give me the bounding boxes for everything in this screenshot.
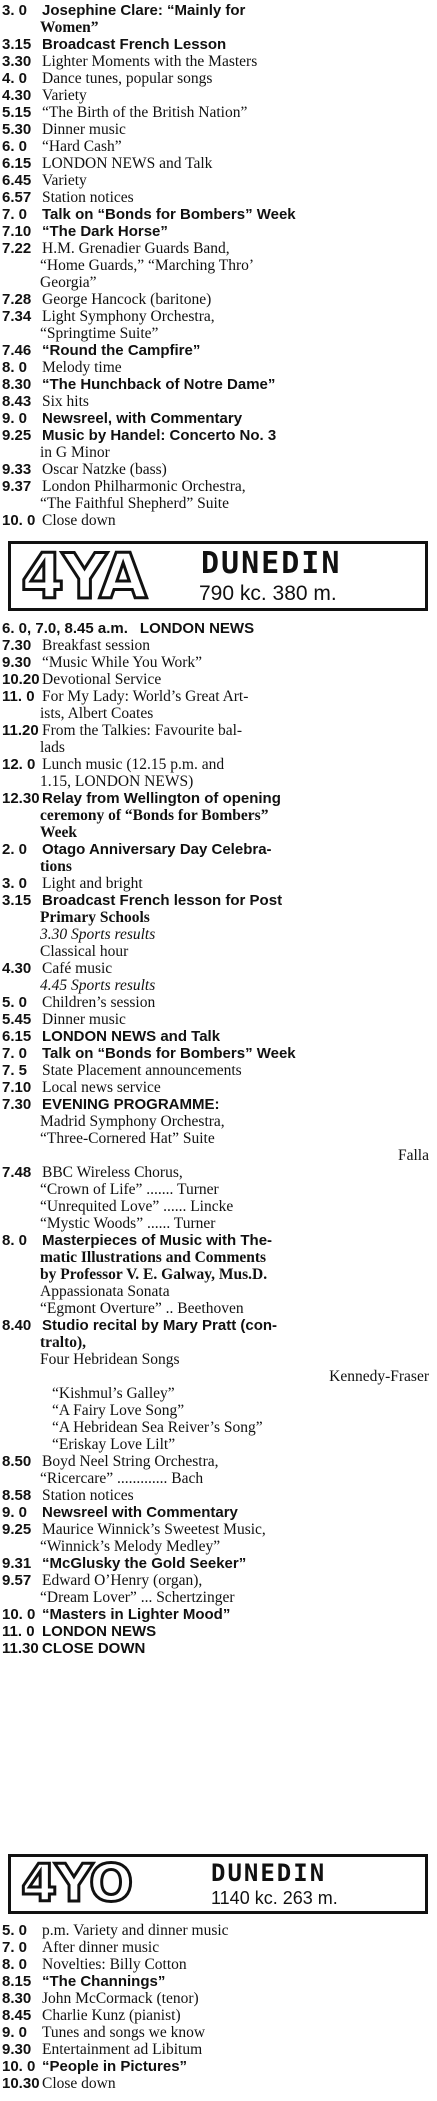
programme-title: “Round the Campfire” (42, 342, 201, 359)
programme-row (0, 620, 437, 637)
programme-title: Maurice Winnick’s Sweetest Music, (42, 1521, 266, 1538)
programme-row (0, 1487, 437, 1504)
programme-title: Station notices (42, 1487, 134, 1504)
programme-row (0, 1164, 437, 1181)
freq-4ya: 790 kc. 380 m. (199, 582, 337, 605)
programme-title: Dinner music (42, 1011, 126, 1028)
programme-continuation: 4.45 Sports results (40, 977, 156, 994)
callsign-4ya: 4YA (21, 540, 146, 613)
programme-continuation: tralto), (40, 1334, 87, 1351)
programme-continuation: “Eriskay Love Lilt” (52, 1436, 176, 1453)
programme-title: Broadcast French Lesson (42, 36, 227, 53)
programme-row (0, 1990, 437, 2007)
programme-continuation: Primary Schools (40, 909, 150, 926)
programme-time: 9. 0 (2, 2024, 28, 2041)
programme-time: 7.10 (2, 1079, 32, 1096)
programme-time: 9.25 (2, 427, 32, 444)
programme-time: 10.20 (2, 671, 40, 688)
programme-time: 10. 0 (2, 1606, 36, 1623)
programme-continuation: by Professor V. E. Galway, Mus.D. (40, 1266, 268, 1283)
programme-row (0, 376, 437, 393)
programme-continuation: “Three-Cornered Hat” Suite (40, 1130, 215, 1147)
programme-time: 8.15 (2, 1973, 32, 1990)
programme-title: LONDON NEWS and Talk (42, 1028, 221, 1045)
programme-row (0, 1317, 437, 1334)
programme-row (0, 1973, 437, 1990)
programme-title: “Hard Cash” (42, 138, 122, 155)
programme-row (0, 654, 437, 671)
programme-time: 8.43 (2, 393, 32, 410)
programme-time: 6. 0, 7.0, 8.45 a.m. (2, 620, 128, 637)
programme-row (0, 1096, 437, 1113)
programme-title: Otago Anniversary Day Celebra- (42, 841, 272, 858)
city-4yo: DUNEDIN (211, 1859, 327, 1887)
programme-row (0, 756, 437, 773)
programme-row (0, 189, 437, 206)
section-earlier-station (0, 2, 437, 529)
programme-row (0, 461, 437, 478)
programme-continuation: Madrid Symphony Orchestra, (40, 1113, 225, 1130)
programme-time: 11.20 (2, 722, 39, 739)
programme-time: 5.15 (2, 104, 32, 121)
freq-4yo: 1140 kc. 263 m. (211, 1888, 338, 1908)
programme-time: 8. 0 (2, 1956, 28, 1973)
programme-continuation: 1.15, LONDON NEWS) (40, 773, 194, 790)
programme-row (0, 393, 437, 410)
programme-title: Close down (42, 2075, 116, 2092)
programme-continuation: ists, Albert Coates (40, 705, 154, 722)
programme-time: 8.40 (2, 1317, 32, 1334)
programme-title: Children’s session (42, 994, 156, 1011)
programme-title: From the Talkies: Favourite bal- (42, 722, 243, 739)
programme-continuation: ceremony of “Bonds for Bombers” (40, 807, 269, 824)
programme-time: 7.30 (2, 637, 32, 654)
programme-time: 3.30 (2, 53, 32, 70)
programme-time: 6.15 (2, 1028, 32, 1045)
programme-row (0, 688, 437, 705)
programme-row (0, 138, 437, 155)
programme-time: 8. 0 (2, 1232, 28, 1249)
programme-continuation: “Kishmul’s Galley” (52, 1385, 175, 1402)
programme-row (0, 1062, 437, 1079)
programme-time: 11.30 (2, 1640, 39, 1657)
programme-title: “Music While You Work” (42, 654, 203, 671)
programme-continuation: “A Hebridean Sea Reiver’s Song” (52, 1419, 263, 1436)
programme-row (0, 1623, 437, 1640)
programme-title: State Placement announcements (42, 1062, 242, 1079)
programme-title: Café music (42, 960, 113, 977)
programme-row (0, 2058, 437, 2075)
programme-row (0, 2007, 437, 2024)
programme-title: “The Dark Horse” (42, 223, 168, 240)
programme-time: 7.30 (2, 1096, 32, 1113)
masthead-4ya (8, 541, 428, 611)
programme-continuation: “Ricercare” ............. Bach (40, 1470, 204, 1487)
programme-continuation: tions (40, 858, 72, 875)
composer-credit: Kennedy-Fraser (329, 1368, 429, 1385)
programme-title: Talk on “Bonds for Bombers” Week (42, 1045, 296, 1062)
programme-title: “The Channings” (42, 1973, 166, 1990)
programme-title: Tunes and songs we know (42, 2024, 206, 2041)
programme-time: 4.30 (2, 87, 32, 104)
programme-title: Light and bright (42, 875, 143, 892)
programme-title: “The Birth of the British Nation” (42, 104, 248, 121)
programme-row (0, 1606, 437, 1623)
programme-title: Studio recital by Mary Pratt (con- (42, 1317, 278, 1334)
programme-row (0, 1453, 437, 1470)
programme-title: Six hits (42, 393, 89, 410)
programme-row (0, 121, 437, 138)
programme-title: Variety (42, 172, 87, 189)
programme-title: Newsreel, with Commentary (42, 410, 243, 427)
programme-row (0, 1572, 437, 1589)
programme-time: 9.57 (2, 1572, 32, 1589)
programme-row (0, 206, 437, 223)
programme-row (0, 512, 437, 529)
programme-title: Boyd Neel String Orchestra, (42, 1453, 219, 1470)
programme-row (0, 2041, 437, 2058)
programme-time: 9.31 (2, 1555, 32, 1572)
programme-title: Novelties: Billy Cotton (42, 1956, 187, 1973)
programme-title: For My Lady: World’s Great Art- (42, 688, 249, 705)
programme-row (0, 637, 437, 654)
programme-row (0, 1521, 437, 1538)
programme-time: 9. 0 (2, 410, 28, 427)
programme-title: Masterpieces of Music with The- (42, 1232, 273, 1249)
programme-time: 8.45 (2, 2007, 32, 2024)
programme-row (0, 104, 437, 121)
programme-row (0, 2024, 437, 2041)
city-4ya: DUNEDIN (201, 546, 342, 581)
programme-row (0, 172, 437, 189)
programme-time: 7.48 (2, 1164, 32, 1181)
programme-continuation: “Mystic Woods” ...... Turner (40, 1215, 216, 1232)
programme-row (0, 1028, 437, 1045)
programme-title: Josephine Clare: “Mainly for (42, 2, 246, 19)
programme-row (0, 342, 437, 359)
programme-time: 4. 0 (2, 70, 28, 87)
programme-row (0, 410, 437, 427)
programme-time: 8.58 (2, 1487, 32, 1504)
programme-row (0, 1079, 437, 1096)
programme-time: 9.33 (2, 461, 32, 478)
programme-row (0, 892, 437, 909)
programme-row (0, 1232, 437, 1249)
programme-title: CLOSE DOWN (42, 1640, 146, 1657)
programme-time: 10.30 (2, 2075, 40, 2092)
programme-row (0, 1922, 437, 1939)
programme-row (0, 1956, 437, 1973)
programme-row (0, 875, 437, 892)
programme-time: 9. 0 (2, 1504, 28, 1521)
programme-time: 7. 0 (2, 206, 28, 223)
programme-time: 8.30 (2, 376, 32, 393)
programme-time: 2. 0 (2, 841, 28, 858)
programme-title: Devotional Service (42, 671, 162, 688)
programme-row (0, 70, 437, 87)
programme-continuation: matic Illustrations and Comments (40, 1249, 267, 1266)
programme-continuation: “Dream Lover” ... Schertzinger (40, 1589, 235, 1606)
programme-continuation: “Egmont Overture” .. Beethoven (40, 1300, 244, 1317)
masthead-4yo (8, 1854, 428, 1914)
programme-row (0, 722, 437, 739)
programme-continuation: 3.30 Sports results (40, 926, 156, 943)
programme-title: “Masters in Lighter Mood” (42, 1606, 231, 1623)
programme-continuation: Classical hour (40, 943, 129, 960)
callsign-4yo: 4YO (21, 1854, 132, 1914)
programme-time: 6.15 (2, 155, 32, 172)
programme-time: 6.57 (2, 189, 32, 206)
programme-row (0, 36, 437, 53)
programme-time: 7.10 (2, 223, 32, 240)
programme-time: 10. 0 (2, 512, 36, 529)
programme-title: Charlie Kunz (pianist) (42, 2007, 181, 2024)
programme-time: 11. 0 (2, 1623, 35, 1640)
programme-title: Edward O’Henry (organ), (42, 1572, 203, 1589)
programme-title: LONDON NEWS and Talk (42, 155, 213, 172)
programme-time: 7.34 (2, 308, 32, 325)
programme-time: 8.30 (2, 1990, 32, 2007)
programme-row (0, 223, 437, 240)
programme-time: 5.30 (2, 121, 32, 138)
programme-row (0, 1045, 437, 1062)
programme-title: London Philharmonic Orchestra, (42, 478, 246, 495)
programme-time: 9.37 (2, 478, 32, 495)
programme-time: 8.50 (2, 1453, 32, 1470)
programme-row (0, 2, 437, 19)
programme-row (0, 155, 437, 172)
programme-time: 9.30 (2, 654, 32, 671)
programme-row (0, 1939, 437, 1956)
programme-continuation: Appassionata Sonata (40, 1283, 170, 1300)
programme-title: Light Symphony Orchestra, (42, 308, 215, 325)
programme-title: Local news service (42, 1079, 161, 1096)
programme-continuation: “Winnick’s Melody Medley” (40, 1538, 221, 1555)
programme-time: 12. 0 (2, 756, 36, 773)
programme-time: 7. 0 (2, 1045, 28, 1062)
programme-title: Relay from Wellington of opening (42, 790, 281, 807)
programme-title: Music by Handel: Concerto No. 3 (42, 427, 277, 444)
programme-row (0, 291, 437, 308)
programme-title: Entertainment ad Libitum (42, 2041, 203, 2058)
programme-time: 7. 0 (2, 1939, 28, 1956)
programme-title: Lighter Moments with the Masters (42, 53, 258, 70)
programme-title: “The Hunchback of Notre Dame” (42, 376, 276, 393)
programme-title: H.M. Grenadier Guards Band, (42, 240, 230, 257)
programme-time: 5. 0 (2, 1922, 28, 1939)
programme-row (0, 359, 437, 376)
programme-row (0, 478, 437, 495)
programme-row (0, 427, 437, 444)
programme-time: 7.46 (2, 342, 32, 359)
programme-row (0, 671, 437, 688)
programme-title: BBC Wireless Chorus, (42, 1164, 183, 1181)
programme-row (0, 308, 437, 325)
programme-title: John McCormack (tenor) (42, 1990, 199, 2007)
programme-row (0, 1555, 437, 1572)
section-4ya (0, 620, 437, 1657)
programme-title: Close down (42, 512, 116, 529)
programme-time: 9.30 (2, 2041, 32, 2058)
composer-credit: Falla (398, 1147, 429, 1164)
programme-title: LONDON NEWS (42, 1623, 157, 1640)
programme-title: George Hancock (baritone) (42, 291, 212, 308)
programme-time: 6.45 (2, 172, 32, 189)
programme-row (0, 1640, 437, 1657)
programme-time: 6. 0 (2, 138, 28, 155)
programme-row (0, 87, 437, 104)
programme-title: Broadcast French lesson for Post (42, 892, 283, 909)
programme-title: EVENING PROGRAMME: (42, 1096, 220, 1113)
programme-continuation: “Unrequited Love” ...... Lincke (40, 1198, 234, 1215)
programme-continuation: lads (40, 739, 65, 756)
programme-continuation: “A Fairy Love Song” (52, 1402, 185, 1419)
programme-time: 11. 0 (2, 688, 35, 705)
programme-time: 5. 0 (2, 994, 28, 1011)
programme-continuation: Women” (40, 19, 99, 36)
programme-time: 7.22 (2, 240, 32, 257)
programme-row (0, 841, 437, 858)
programme-time: 8. 0 (2, 359, 28, 376)
programme-row (0, 960, 437, 977)
programme-time: 3. 0 (2, 2, 28, 19)
programme-continuation: in G Minor (40, 444, 110, 461)
programme-title: Melody time (42, 359, 122, 376)
programme-continuation: Week (40, 824, 78, 841)
programme-title: After dinner music (42, 1939, 160, 1956)
programme-title: “McGlusky the Gold Seeker” (42, 1555, 247, 1572)
programme-continuation: “Crown of Life” ....... Turner (40, 1181, 219, 1198)
programme-title: p.m. Variety and dinner music (42, 1922, 229, 1939)
programme-time: 10. 0 (2, 2058, 36, 2075)
programme-time: 7. 5 (2, 1062, 28, 1079)
programme-title: Oscar Natzke (bass) (42, 461, 167, 478)
programme-continuation: Georgia” (40, 274, 97, 291)
programme-title: Station notices (42, 189, 134, 206)
programme-row (0, 994, 437, 1011)
programme-title: Dinner music (42, 121, 126, 138)
programme-title: Dance tunes, popular songs (42, 70, 213, 87)
programme-title: Newsreel with Commentary (42, 1504, 238, 1521)
programme-title: “People in Pictures” (42, 2058, 188, 2075)
programme-title: Lunch music (12.15 p.m. and (42, 756, 225, 773)
programme-continuation: “Home Guards,” “Marching Thro’ (40, 257, 255, 274)
programme-continuation: “Springtime Suite” (40, 325, 159, 342)
programme-continuation: “The Faithful Shepherd” Suite (40, 495, 229, 512)
programme-row (0, 240, 437, 257)
programme-continuation: Four Hebridean Songs (40, 1351, 180, 1368)
programme-time: 7.28 (2, 291, 32, 308)
programme-time: 3.15 (2, 36, 32, 53)
programme-row (0, 2075, 437, 2092)
programme-time: 5.45 (2, 1011, 32, 1028)
programme-row (0, 53, 437, 70)
programme-row (0, 1504, 437, 1521)
programme-row (0, 790, 437, 807)
programme-time: 9.25 (2, 1521, 32, 1538)
programme-time: 3.15 (2, 892, 32, 909)
programme-row (0, 1011, 437, 1028)
programme-time: 12.30 (2, 790, 40, 807)
programme-time: 3. 0 (2, 875, 28, 892)
programme-title: Variety (42, 87, 87, 104)
programme-title: Breakfast session (42, 637, 151, 654)
programme-time: 4.30 (2, 960, 32, 977)
programme-title: LONDON NEWS (139, 620, 255, 637)
section-4yo (0, 1922, 437, 2092)
programme-title: Talk on “Bonds for Bombers” Week (42, 206, 296, 223)
